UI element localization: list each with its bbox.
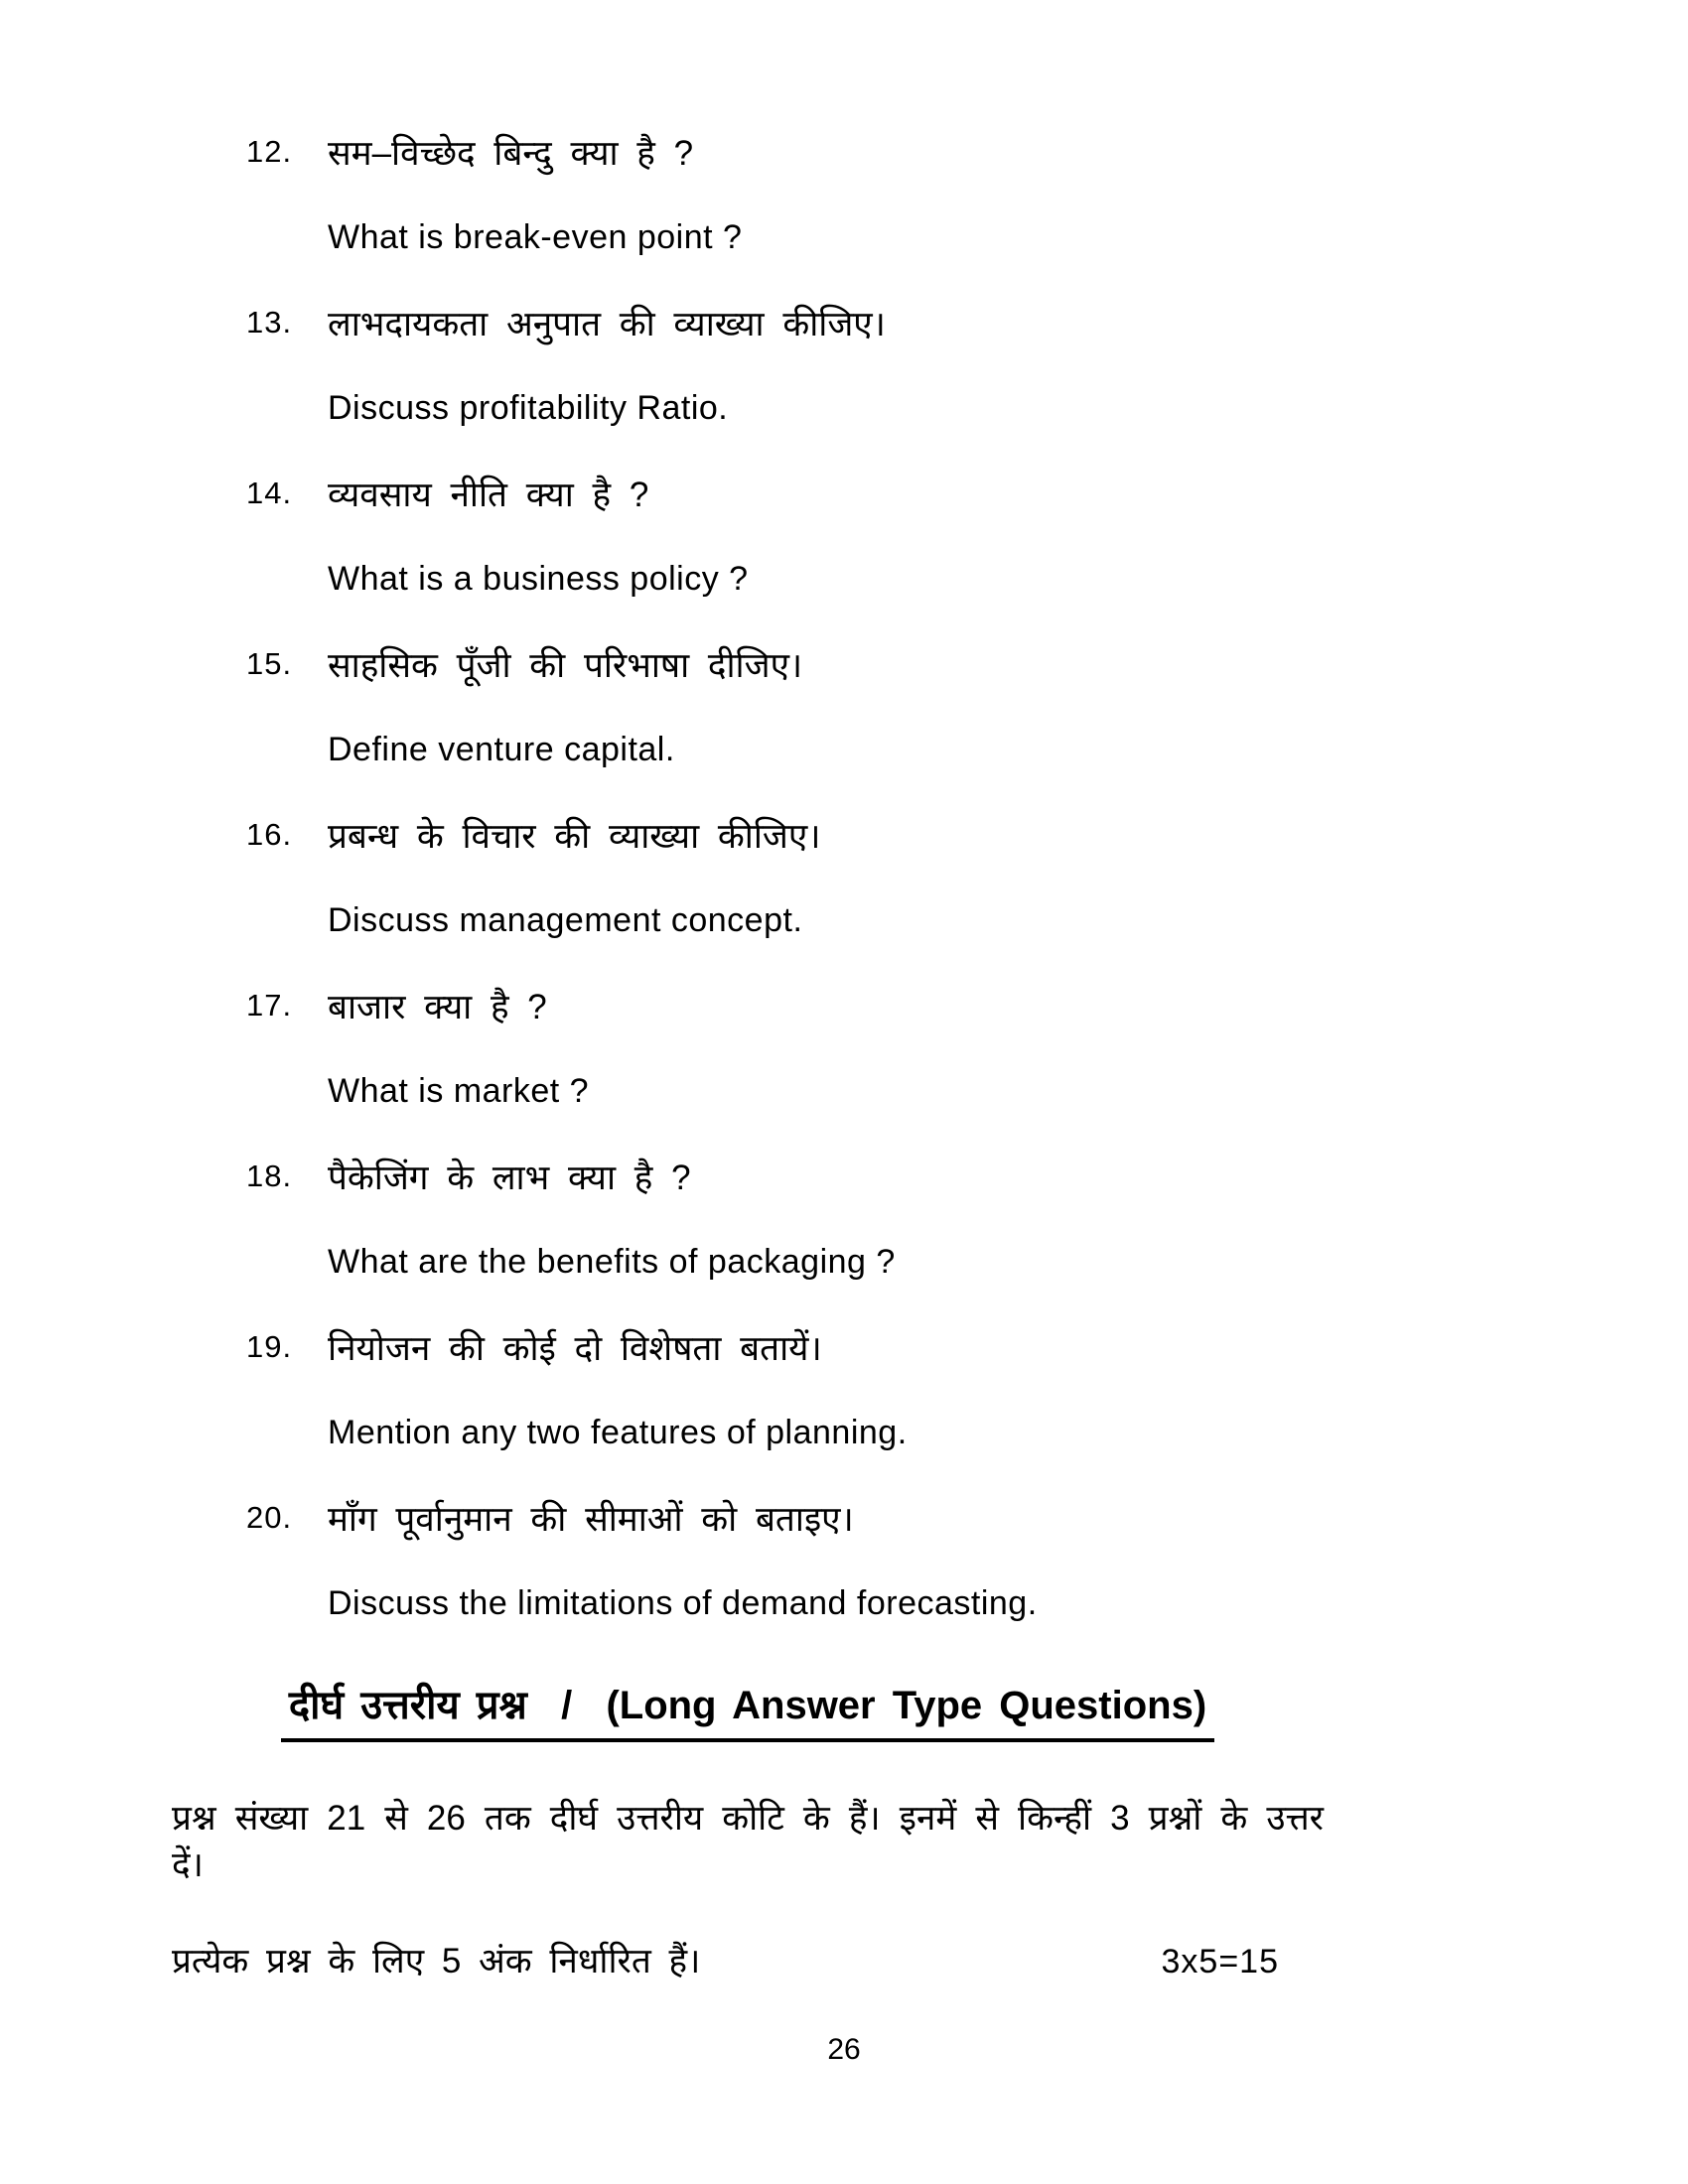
question-text-hindi: माँग पूर्वानुमान की सीमाओं को बताइए। bbox=[328, 1499, 854, 1539]
question-text-hindi: लाभदायकता अनुपात की व्याख्या कीजिए। bbox=[328, 304, 886, 343]
page-footer bbox=[0, 2033, 1688, 2067]
question-text-hindi: पैकेजिंग के लाभ क्या है ? bbox=[328, 1158, 691, 1197]
question-19-hindi-line bbox=[172, 1304, 1324, 1390]
question-text-english: Discuss management concept. bbox=[328, 900, 803, 939]
question-12 bbox=[172, 109, 1324, 280]
question-19 bbox=[172, 1304, 1324, 1475]
question-number: 17. bbox=[246, 988, 293, 1023]
question-number: 19. bbox=[246, 1329, 293, 1364]
instruction-line-2: प्रत्येक प्रश्न के लिए 5 अंक निर्धारित हैं। bbox=[172, 1942, 701, 1980]
section-heading-underline bbox=[281, 1676, 1214, 1742]
question-number: 16. bbox=[246, 817, 293, 852]
marks-scheme: 3x5=15 bbox=[1161, 1943, 1279, 1980]
question-text-hindi: साहसिक पूँजी की परिभाषा दीजिए। bbox=[328, 645, 803, 685]
question-text-english: Mention any two features of planning. bbox=[328, 1413, 908, 1451]
question-18-hindi-line bbox=[172, 1134, 1324, 1219]
question-text-english: What are the benefits of packaging ? bbox=[328, 1242, 896, 1281]
question-20 bbox=[172, 1475, 1324, 1646]
question-20-hindi-line bbox=[172, 1475, 1324, 1561]
question-text-english: Discuss profitability Ratio. bbox=[328, 388, 729, 427]
question-text-english: What is break-even point ? bbox=[328, 217, 743, 256]
instruction-line-2-row bbox=[172, 1937, 1324, 1983]
question-17-english-line bbox=[172, 1048, 1324, 1134]
question-13-hindi-line bbox=[172, 280, 1324, 365]
page-content bbox=[172, 109, 1324, 1983]
question-number: 15. bbox=[246, 646, 293, 681]
question-18-english-line bbox=[172, 1219, 1324, 1304]
question-text-hindi: सम–विच्छेद बिन्दु क्या है ? bbox=[328, 133, 694, 173]
question-18 bbox=[172, 1134, 1324, 1304]
question-16-hindi-line bbox=[172, 792, 1324, 878]
instruction-line-1: प्रश्न संख्या 21 से 26 तक दीर्घ उत्तरीय कोटि के हैं। इनमें से किन्हीं 3 प्रश्नों के उत्तर दें। bbox=[172, 1799, 1324, 1884]
section-heading-hindi: दीर्घ उत्तरीय प्रश्न bbox=[288, 1684, 527, 1727]
page-number: 26 bbox=[827, 2033, 861, 2066]
question-15 bbox=[172, 621, 1324, 792]
question-20-english-line bbox=[172, 1561, 1324, 1646]
question-text-english: Discuss the limitations of demand forecasting. bbox=[328, 1583, 1038, 1622]
question-15-hindi-line bbox=[172, 621, 1324, 707]
section-heading-separator: / bbox=[561, 1684, 573, 1727]
question-number: 20. bbox=[246, 1500, 293, 1535]
question-number: 13. bbox=[246, 305, 293, 340]
question-14-hindi-line bbox=[172, 451, 1324, 536]
question-13-english-line bbox=[172, 365, 1324, 451]
question-text-english: What is market ? bbox=[328, 1071, 590, 1110]
question-text-hindi: बाजार क्या है ? bbox=[328, 987, 547, 1026]
question-12-english-line bbox=[172, 195, 1324, 280]
section-heading bbox=[172, 1676, 1324, 1742]
questions-list bbox=[172, 109, 1324, 1646]
question-16 bbox=[172, 792, 1324, 963]
question-19-english-line bbox=[172, 1390, 1324, 1475]
question-number: 18. bbox=[246, 1159, 293, 1193]
question-text-hindi: व्यवसाय नीति क्या है ? bbox=[328, 475, 649, 514]
question-15-english-line bbox=[172, 707, 1324, 792]
question-17 bbox=[172, 963, 1324, 1134]
question-number: 14. bbox=[246, 476, 293, 510]
question-17-hindi-line bbox=[172, 963, 1324, 1048]
question-number: 12. bbox=[246, 134, 293, 169]
section-heading-english: (Long Answer Type Questions) bbox=[606, 1684, 1207, 1727]
question-text-hindi: प्रबन्ध के विचार की व्याख्या कीजिए। bbox=[328, 816, 821, 856]
question-14 bbox=[172, 451, 1324, 621]
question-text-english: Define venture capital. bbox=[328, 730, 675, 768]
question-14-english-line bbox=[172, 536, 1324, 621]
question-13 bbox=[172, 280, 1324, 451]
question-text-hindi: नियोजन की कोई दो विशेषता बतायें। bbox=[328, 1328, 822, 1368]
question-16-english-line bbox=[172, 878, 1324, 963]
question-12-hindi-line bbox=[172, 109, 1324, 195]
question-text-english: What is a business policy ? bbox=[328, 559, 749, 598]
